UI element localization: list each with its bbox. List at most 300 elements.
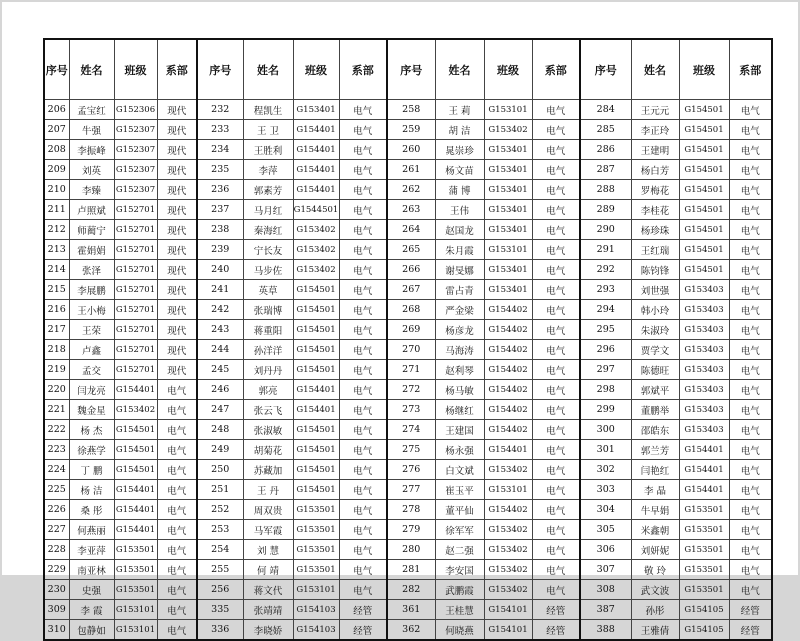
dept-cell: 电气 [339,440,387,460]
name-cell: 王伟 [435,200,484,220]
class-cell: G153501 [679,500,729,520]
class-cell: G153501 [679,540,729,560]
seq-cell: 308 [580,580,631,600]
dept-cell: 电气 [729,320,772,340]
dept-cell: 电气 [729,520,772,540]
name-cell: 桑 彤 [69,500,114,520]
seq-cell: 240 [197,260,243,280]
seq-cell: 295 [580,320,631,340]
name-cell: 闫龙亮 [69,380,114,400]
seq-cell: 274 [387,420,435,440]
class-cell: G152307 [114,120,157,140]
name-cell: 李正玲 [631,120,679,140]
class-cell: G153403 [679,300,729,320]
class-cell: G153101 [484,480,532,500]
seq-cell: 271 [387,360,435,380]
header-row [44,39,772,100]
name-cell: 徐燕学 [69,440,114,460]
class-cell: G154501 [114,420,157,440]
seq-cell: 209 [44,160,69,180]
dept-cell: 电气 [532,380,580,400]
class-cell: G154501 [293,480,339,500]
dept-cell: 电气 [729,120,772,140]
name-cell: 霍娟娟 [69,240,114,260]
seq-cell: 250 [197,460,243,480]
dept-cell: 电气 [339,140,387,160]
name-cell: 杨马敏 [435,380,484,400]
seq-cell: 279 [387,520,435,540]
seq-cell: 238 [197,220,243,240]
name-cell: 杨永强 [435,440,484,460]
dept-cell: 电气 [339,380,387,400]
dept-cell: 现代 [157,200,197,220]
table-row [44,100,772,120]
class-cell: G152307 [114,140,157,160]
roster-table [43,38,773,641]
class-cell: G154501 [679,160,729,180]
dept-cell: 电气 [532,540,580,560]
name-cell: 孟宝红 [69,100,114,120]
dept-cell: 电气 [339,120,387,140]
seq-cell: 216 [44,300,69,320]
seq-cell: 230 [44,580,69,600]
name-cell: 闫艳红 [631,460,679,480]
class-cell: G153402 [293,220,339,240]
name-cell: 韩小玲 [631,300,679,320]
dept-cell: 电气 [532,520,580,540]
dept-cell: 电气 [532,480,580,500]
table-row [44,160,772,180]
dept-cell: 电气 [532,300,580,320]
name-cell: 严金梁 [435,300,484,320]
class-cell: G154402 [484,360,532,380]
class-cell: G154101 [484,600,532,620]
dept-cell: 电气 [729,560,772,580]
name-cell: 陈钧锋 [631,260,679,280]
dept-cell: 电气 [157,480,197,500]
class-cell: G152701 [114,200,157,220]
seq-cell: 300 [580,420,631,440]
table-row [44,280,772,300]
seq-cell: 221 [44,400,69,420]
table-row [44,500,772,520]
seq-cell: 258 [387,100,435,120]
seq-cell: 303 [580,480,631,500]
dept-cell: 电气 [157,440,197,460]
table-row [44,560,772,580]
name-cell: 王 卫 [243,120,293,140]
name-cell: 马步佐 [243,260,293,280]
class-cell: G153101 [484,240,532,260]
dept-cell: 电气 [729,260,772,280]
class-cell: G153401 [484,280,532,300]
dept-cell: 电气 [532,140,580,160]
dept-cell: 电气 [532,100,580,120]
seq-cell: 237 [197,200,243,220]
table-row [44,340,772,360]
class-cell: G154501 [293,320,339,340]
class-cell: G154401 [293,180,339,200]
name-cell: 敬 玲 [631,560,679,580]
dept-cell: 电气 [729,300,772,320]
dept-cell: 电气 [339,260,387,280]
class-cell: G154501 [293,280,339,300]
class-cell: G153402 [484,540,532,560]
name-cell: 王小梅 [69,300,114,320]
seq-cell: 220 [44,380,69,400]
name-cell: 师蔺宁 [69,220,114,240]
table-row [44,460,772,480]
table-row [44,380,772,400]
name-cell: 朱淑玲 [631,320,679,340]
dept-cell: 电气 [532,560,580,580]
name-cell: 王 莉 [435,100,484,120]
class-cell: G152307 [114,160,157,180]
class-cell: G152701 [114,360,157,380]
class-cell: G153501 [679,580,729,600]
seq-cell: 261 [387,160,435,180]
seq-cell: 285 [580,120,631,140]
name-cell: 王红瑞 [631,240,679,260]
name-cell: 刘世强 [631,280,679,300]
dept-cell: 电气 [157,420,197,440]
dept-cell: 电气 [339,480,387,500]
name-cell: 刘 慧 [243,540,293,560]
table-row [44,620,772,641]
class-cell: G152306 [114,100,157,120]
class-cell: G153501 [293,500,339,520]
seq-cell: 275 [387,440,435,460]
dept-cell: 电气 [339,460,387,480]
table-row [44,220,772,240]
seq-header: 序号 [387,39,435,100]
seq-cell: 264 [387,220,435,240]
class-cell: G154402 [484,500,532,520]
seq-cell: 219 [44,360,69,380]
name-cell: 杨珍珠 [631,220,679,240]
class-cell: G154401 [679,440,729,460]
class-cell: G154402 [484,380,532,400]
class-cell: G153403 [679,420,729,440]
name-cell: 王 丹 [243,480,293,500]
dept-cell: 电气 [729,360,772,380]
seq-cell: 256 [197,580,243,600]
seq-cell: 206 [44,100,69,120]
dept-cell: 电气 [339,200,387,220]
class-cell: G153401 [484,260,532,280]
class-cell: G153403 [679,280,729,300]
class-cell: G153401 [484,160,532,180]
class-cell: G154501 [293,300,339,320]
name-cell: 蒋重阳 [243,320,293,340]
dept-cell: 现代 [157,360,197,380]
seq-cell: 234 [197,140,243,160]
name-cell: 武鹏霞 [435,580,484,600]
dept-cell: 电气 [532,360,580,380]
dept-cell: 电气 [532,280,580,300]
dept-cell: 经管 [339,620,387,641]
class-cell: G154501 [679,220,729,240]
class-cell: G154103 [293,600,339,620]
seq-cell: 235 [197,160,243,180]
class-cell: G153101 [484,100,532,120]
class-cell: G154105 [679,600,729,620]
seq-cell: 287 [580,160,631,180]
dept-cell: 电气 [339,340,387,360]
dept-cell: 电气 [339,160,387,180]
dept-cell: 电气 [532,220,580,240]
seq-cell: 288 [580,180,631,200]
seq-header: 序号 [580,39,631,100]
dept-cell: 电气 [532,500,580,520]
dept-cell: 电气 [729,240,772,260]
name-cell: 郭兰芳 [631,440,679,460]
seq-cell: 277 [387,480,435,500]
dept-cell: 经管 [532,600,580,620]
class-cell: G153501 [293,560,339,580]
table-row [44,420,772,440]
name-cell: 马海涛 [435,340,484,360]
class-cell: G153401 [484,180,532,200]
dept-cell: 电气 [729,100,772,120]
class-cell: G154402 [484,300,532,320]
seq-cell: 294 [580,300,631,320]
dept-header: 系部 [532,39,580,100]
name-cell: 徐军军 [435,520,484,540]
dept-cell: 电气 [729,280,772,300]
seq-cell: 225 [44,480,69,500]
class-cell: G153101 [114,620,157,641]
name-header: 姓名 [69,39,114,100]
dept-cell: 电气 [729,480,772,500]
seq-cell: 310 [44,620,69,641]
dept-cell: 经管 [729,620,772,641]
class-cell: G154401 [679,460,729,480]
class-cell: G154402 [484,420,532,440]
dept-cell: 电气 [339,180,387,200]
name-cell: 宁长友 [243,240,293,260]
seq-cell: 255 [197,560,243,580]
dept-cell: 电气 [532,420,580,440]
name-cell: 秦海红 [243,220,293,240]
table-row [44,540,772,560]
dept-cell: 电气 [729,380,772,400]
seq-cell: 286 [580,140,631,160]
class-cell: G153402 [484,520,532,540]
seq-cell: 253 [197,520,243,540]
seq-cell: 217 [44,320,69,340]
seq-cell: 282 [387,580,435,600]
table-row [44,300,772,320]
class-cell: G154501 [293,460,339,480]
name-cell: 王胜利 [243,140,293,160]
class-cell: G154501 [679,240,729,260]
seq-cell: 265 [387,240,435,260]
dept-cell: 电气 [339,320,387,340]
class-cell: G154402 [484,340,532,360]
class-cell: G154402 [484,400,532,420]
class-cell: G154401 [484,440,532,460]
dept-cell: 电气 [729,200,772,220]
dept-cell: 现代 [157,340,197,360]
class-cell: G153501 [293,520,339,540]
dept-cell: 电气 [532,180,580,200]
dept-cell: 电气 [532,260,580,280]
class-cell: G154501 [679,200,729,220]
class-cell: G152701 [114,300,157,320]
seq-cell: 335 [197,600,243,620]
name-cell: 罗梅花 [631,180,679,200]
name-cell: 牛强 [69,120,114,140]
name-cell: 李晓娇 [243,620,293,641]
seq-cell: 304 [580,500,631,520]
name-cell: 王桂慧 [435,600,484,620]
seq-cell: 243 [197,320,243,340]
class-cell: G153501 [679,560,729,580]
dept-cell: 电气 [339,400,387,420]
seq-cell: 307 [580,560,631,580]
dept-cell: 现代 [157,100,197,120]
class-cell: G153501 [114,540,157,560]
dept-cell: 现代 [157,320,197,340]
class-header: 班级 [114,39,157,100]
seq-cell: 290 [580,220,631,240]
name-cell: 孟交 [69,360,114,380]
seq-cell: 268 [387,300,435,320]
name-cell: 王雅倩 [631,620,679,641]
class-cell: G153101 [293,580,339,600]
class-cell: G154401 [114,480,157,500]
name-cell: 郭素芳 [243,180,293,200]
name-cell: 卢鑫 [69,340,114,360]
dept-cell: 现代 [157,240,197,260]
dept-cell: 现代 [157,160,197,180]
dept-cell: 电气 [339,560,387,580]
dept-cell: 电气 [729,340,772,360]
name-cell: 李振峰 [69,140,114,160]
dept-cell: 电气 [532,460,580,480]
seq-cell: 262 [387,180,435,200]
class-cell: G152701 [114,240,157,260]
seq-cell: 296 [580,340,631,360]
name-cell: 王建明 [631,140,679,160]
name-cell: 赵国龙 [435,220,484,240]
name-cell: 胡菊花 [243,440,293,460]
dept-cell: 电气 [157,500,197,520]
seq-cell: 218 [44,340,69,360]
name-cell: 雷占青 [435,280,484,300]
name-cell: 蒋文代 [243,580,293,600]
class-cell: G153501 [114,580,157,600]
class-cell: G153501 [679,520,729,540]
seq-cell: 272 [387,380,435,400]
dept-cell: 电气 [729,400,772,420]
name-cell: 马军霞 [243,520,293,540]
dept-cell: 电气 [532,320,580,340]
class-cell: G154105 [679,620,729,641]
name-cell: 魏金星 [69,400,114,420]
class-cell: G154501 [679,120,729,140]
dept-cell: 电气 [729,500,772,520]
seq-cell: 299 [580,400,631,420]
dept-cell: 现代 [157,300,197,320]
name-cell: 何燕丽 [69,520,114,540]
table-row [44,480,772,500]
class-cell: G154501 [114,460,157,480]
class-cell: G154501 [114,440,157,460]
name-cell: 刘妍妮 [631,540,679,560]
seq-cell: 224 [44,460,69,480]
name-cell: 朱月霞 [435,240,484,260]
table-row [44,120,772,140]
dept-cell: 电气 [157,520,197,540]
name-cell: 郭斌平 [631,380,679,400]
seq-cell: 259 [387,120,435,140]
seq-cell: 249 [197,440,243,460]
class-cell: G154401 [293,120,339,140]
dept-header: 系部 [339,39,387,100]
seq-cell: 291 [580,240,631,260]
seq-cell: 248 [197,420,243,440]
seq-cell: 236 [197,180,243,200]
name-cell: 刘丹丹 [243,360,293,380]
table-row [44,600,772,620]
dept-cell: 电气 [339,220,387,240]
dept-cell: 现代 [157,280,197,300]
class-cell: G152701 [114,340,157,360]
seq-cell: 246 [197,380,243,400]
dept-cell: 现代 [157,220,197,240]
seq-cell: 239 [197,240,243,260]
seq-cell: 301 [580,440,631,460]
class-cell: G152307 [114,180,157,200]
seq-cell: 298 [580,380,631,400]
name-cell: 张泽 [69,260,114,280]
name-cell: 李展鹏 [69,280,114,300]
class-cell: G154501 [293,440,339,460]
seq-cell: 232 [197,100,243,120]
seq-cell: 284 [580,100,631,120]
name-cell: 武文波 [631,580,679,600]
dept-cell: 电气 [532,440,580,460]
name-cell: 孙彤 [631,600,679,620]
dept-cell: 电气 [339,280,387,300]
seq-cell: 276 [387,460,435,480]
dept-cell: 电气 [729,540,772,560]
name-cell: 周双贵 [243,500,293,520]
table-row [44,240,772,260]
seq-cell: 215 [44,280,69,300]
seq-cell: 293 [580,280,631,300]
seq-cell: 273 [387,400,435,420]
dept-header: 系部 [157,39,197,100]
name-cell: 张云飞 [243,400,293,420]
class-cell: G153403 [679,320,729,340]
dept-cell: 电气 [339,100,387,120]
class-cell: G154101 [484,620,532,641]
name-cell: 卢照斌 [69,200,114,220]
name-cell: 牛早娟 [631,500,679,520]
class-cell: G153401 [484,220,532,240]
dept-cell: 现代 [157,140,197,160]
name-cell: 杨白芳 [631,160,679,180]
seq-cell: 267 [387,280,435,300]
name-cell: 刘英 [69,160,114,180]
seq-cell: 388 [580,620,631,641]
seq-cell: 227 [44,520,69,540]
seq-cell: 210 [44,180,69,200]
class-header: 班级 [679,39,729,100]
